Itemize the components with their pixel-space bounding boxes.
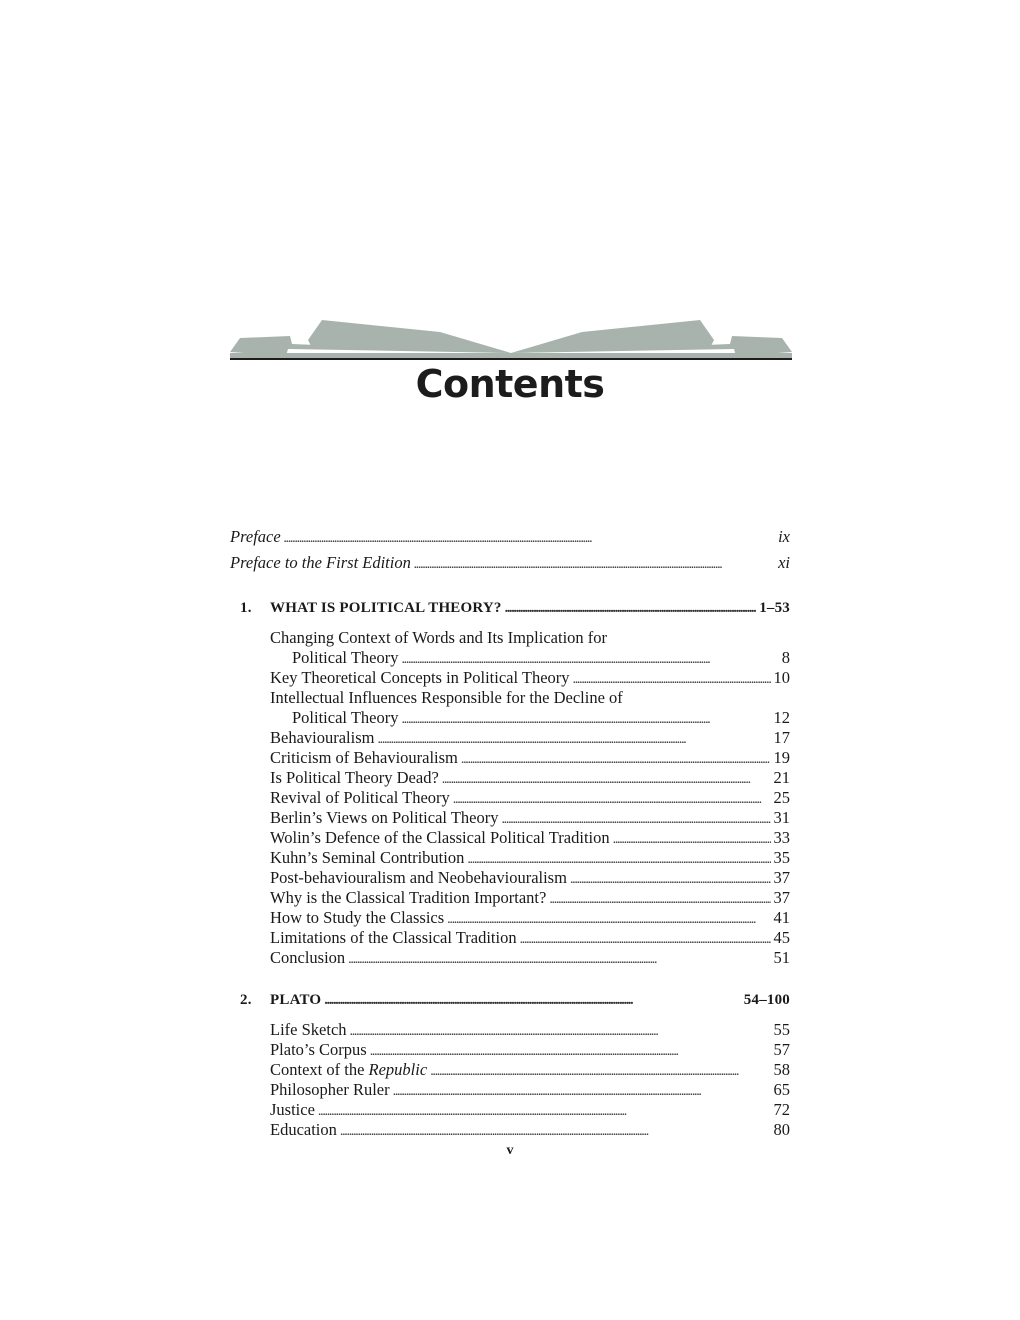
- toc-entry-title-prefix: Context of the: [270, 1060, 369, 1079]
- toc-entry[interactable]: [230, 908, 790, 928]
- toc-entry[interactable]: [230, 788, 790, 808]
- toc-entry-page: 19: [773, 748, 790, 767]
- toc-entry-page: 37: [773, 888, 790, 907]
- toc-entry-title: Key Theoretical Concepts in Political Theory: [270, 668, 570, 687]
- dot-leader: [442, 768, 771, 790]
- toc-entry-title: Why is the Classical Tradition Important?: [270, 888, 547, 907]
- toc-entry-page: xi: [778, 553, 790, 572]
- toc-entry-title: [270, 1060, 427, 1080]
- chapter-pages: 54–100: [743, 992, 790, 1008]
- dot-leader: [370, 1040, 771, 1062]
- dot-leader: [401, 708, 770, 730]
- dot-leader: [340, 1120, 771, 1142]
- toc-entry-page: 8: [781, 648, 790, 667]
- dot-leader: [284, 524, 775, 552]
- toc-entry-title-italic: Republic: [368, 1060, 428, 1079]
- toc-chapter-1[interactable]: [230, 598, 790, 618]
- dot-leader: [318, 1100, 771, 1122]
- dot-leader: [430, 1060, 770, 1082]
- dot-leader: [549, 888, 770, 910]
- dot-leader: [324, 990, 741, 1011]
- toc-entry-line: Changing Context of Words and Its Implication for: [270, 628, 608, 647]
- toc-entry[interactable]: [230, 888, 790, 908]
- table-of-contents: [230, 524, 790, 1140]
- dot-leader: [520, 928, 771, 950]
- toc-entry-title: Philosopher Ruler: [270, 1080, 390, 1099]
- toc-entry-page: 57: [773, 1040, 790, 1059]
- dot-leader: [350, 1020, 771, 1042]
- toc-entry-title: Plato’s Corpus: [270, 1040, 367, 1059]
- toc-entry-title: Preface: [230, 527, 281, 546]
- toc-entry-page: 12: [773, 708, 790, 727]
- toc-entry[interactable]: [230, 1120, 790, 1140]
- toc-entry[interactable]: [230, 828, 790, 848]
- toc-entry[interactable]: [230, 668, 790, 688]
- toc-entry-page: ix: [778, 527, 790, 546]
- toc-entry-page: 45: [773, 928, 790, 947]
- toc-entry-page: 80: [773, 1120, 790, 1139]
- toc-entry-page: 17: [773, 728, 790, 747]
- toc-entry-title: Criticism of Behaviouralism: [270, 748, 458, 767]
- toc-entry[interactable]: [230, 648, 790, 668]
- toc-entry-title: Education: [270, 1120, 337, 1139]
- dot-leader: [501, 808, 770, 830]
- page-title: Contents: [415, 362, 605, 406]
- toc-entry[interactable]: [230, 1080, 790, 1100]
- toc-entry-title: Kuhn’s Seminal Contribution: [270, 848, 465, 867]
- toc-entry-title: Berlin’s Views on Political Theory: [270, 808, 499, 827]
- toc-entry-page: 55: [773, 1020, 790, 1039]
- toc-entry-page: 10: [773, 668, 790, 687]
- dot-leader: [453, 788, 771, 810]
- toc-entry-title: Is Political Theory Dead?: [270, 768, 439, 787]
- dot-leader: [573, 668, 771, 690]
- toc-entry[interactable]: [230, 1100, 790, 1120]
- toc-entry-title: Revival of Political Theory: [270, 788, 450, 807]
- dot-leader: [570, 868, 771, 890]
- toc-entry-title: Justice: [270, 1100, 315, 1119]
- toc-entry-title: Behaviouralism: [270, 728, 375, 747]
- chapter-title: PLATO: [270, 992, 322, 1008]
- toc-entry-title: Limitations of the Classical Tradition: [270, 928, 517, 947]
- dot-leader: [447, 908, 770, 930]
- toc-preface[interactable]: [230, 524, 790, 550]
- toc-entry-page: 21: [773, 768, 790, 787]
- toc-entry[interactable]: [230, 848, 790, 868]
- toc-entry-title: Post-behaviouralism and Neobehaviouralism: [270, 868, 567, 887]
- toc-entry-page: 51: [773, 948, 790, 967]
- toc-entry-title: Life Sketch: [270, 1020, 347, 1039]
- toc-entry-line: Intellectual Influences Responsible for the Decline of: [270, 688, 623, 707]
- toc-chapter-2[interactable]: [230, 990, 790, 1010]
- dot-leader: [505, 598, 757, 619]
- toc-entry[interactable]: [230, 708, 790, 728]
- chapter-number: 2.: [240, 992, 252, 1008]
- toc-entry-page: 35: [773, 848, 790, 867]
- toc-entry-title: Preface to the First Edition: [230, 553, 411, 572]
- toc-entry-page: 72: [773, 1100, 790, 1119]
- toc-entry-title: Conclusion: [270, 948, 346, 967]
- header-ornament: [230, 318, 792, 364]
- toc-entry[interactable]: [230, 728, 790, 748]
- toc-entry-page: 31: [773, 808, 790, 827]
- toc-entry[interactable]: [230, 748, 790, 768]
- toc-preface-first-edition[interactable]: [230, 550, 790, 576]
- toc-entry-page: 33: [773, 828, 790, 847]
- dot-leader: [348, 948, 770, 970]
- page-number: v: [506, 1143, 514, 1158]
- dot-leader: [467, 848, 770, 870]
- dot-leader: [414, 550, 775, 578]
- toc-entry[interactable]: [230, 948, 790, 968]
- chapter-pages: 1–53: [759, 600, 790, 616]
- toc-entry[interactable]: [230, 1020, 790, 1040]
- toc-entry[interactable]: [230, 768, 790, 788]
- dot-leader: [393, 1080, 771, 1102]
- toc-entry-title: How to Study the Classics: [270, 908, 445, 927]
- toc-entry-page: 37: [773, 868, 790, 887]
- dot-leader: [613, 828, 771, 850]
- toc-entry-title: Wolin’s Defence of the Classical Political Tradition: [270, 828, 610, 847]
- toc-entry-page: 65: [773, 1080, 790, 1099]
- toc-entry-page: 25: [773, 788, 790, 807]
- toc-entry[interactable]: [230, 928, 790, 948]
- toc-entry-page: 41: [773, 908, 790, 927]
- toc-entry[interactable]: [230, 1040, 790, 1060]
- toc-entry-page: 58: [773, 1060, 790, 1079]
- dot-leader: [461, 748, 771, 770]
- toc-entry[interactable]: [230, 868, 790, 888]
- dot-leader: [377, 728, 770, 750]
- toc-entry-title: Political Theory: [292, 708, 399, 727]
- toc-entry[interactable]: [230, 808, 790, 828]
- dot-leader: [401, 648, 778, 670]
- chapter-title: WHAT IS POLITICAL THEORY?: [270, 600, 502, 616]
- chapter-number: 1.: [240, 600, 252, 616]
- toc-entry[interactable]: [230, 1060, 790, 1080]
- toc-entry-title: Political Theory: [292, 648, 399, 667]
